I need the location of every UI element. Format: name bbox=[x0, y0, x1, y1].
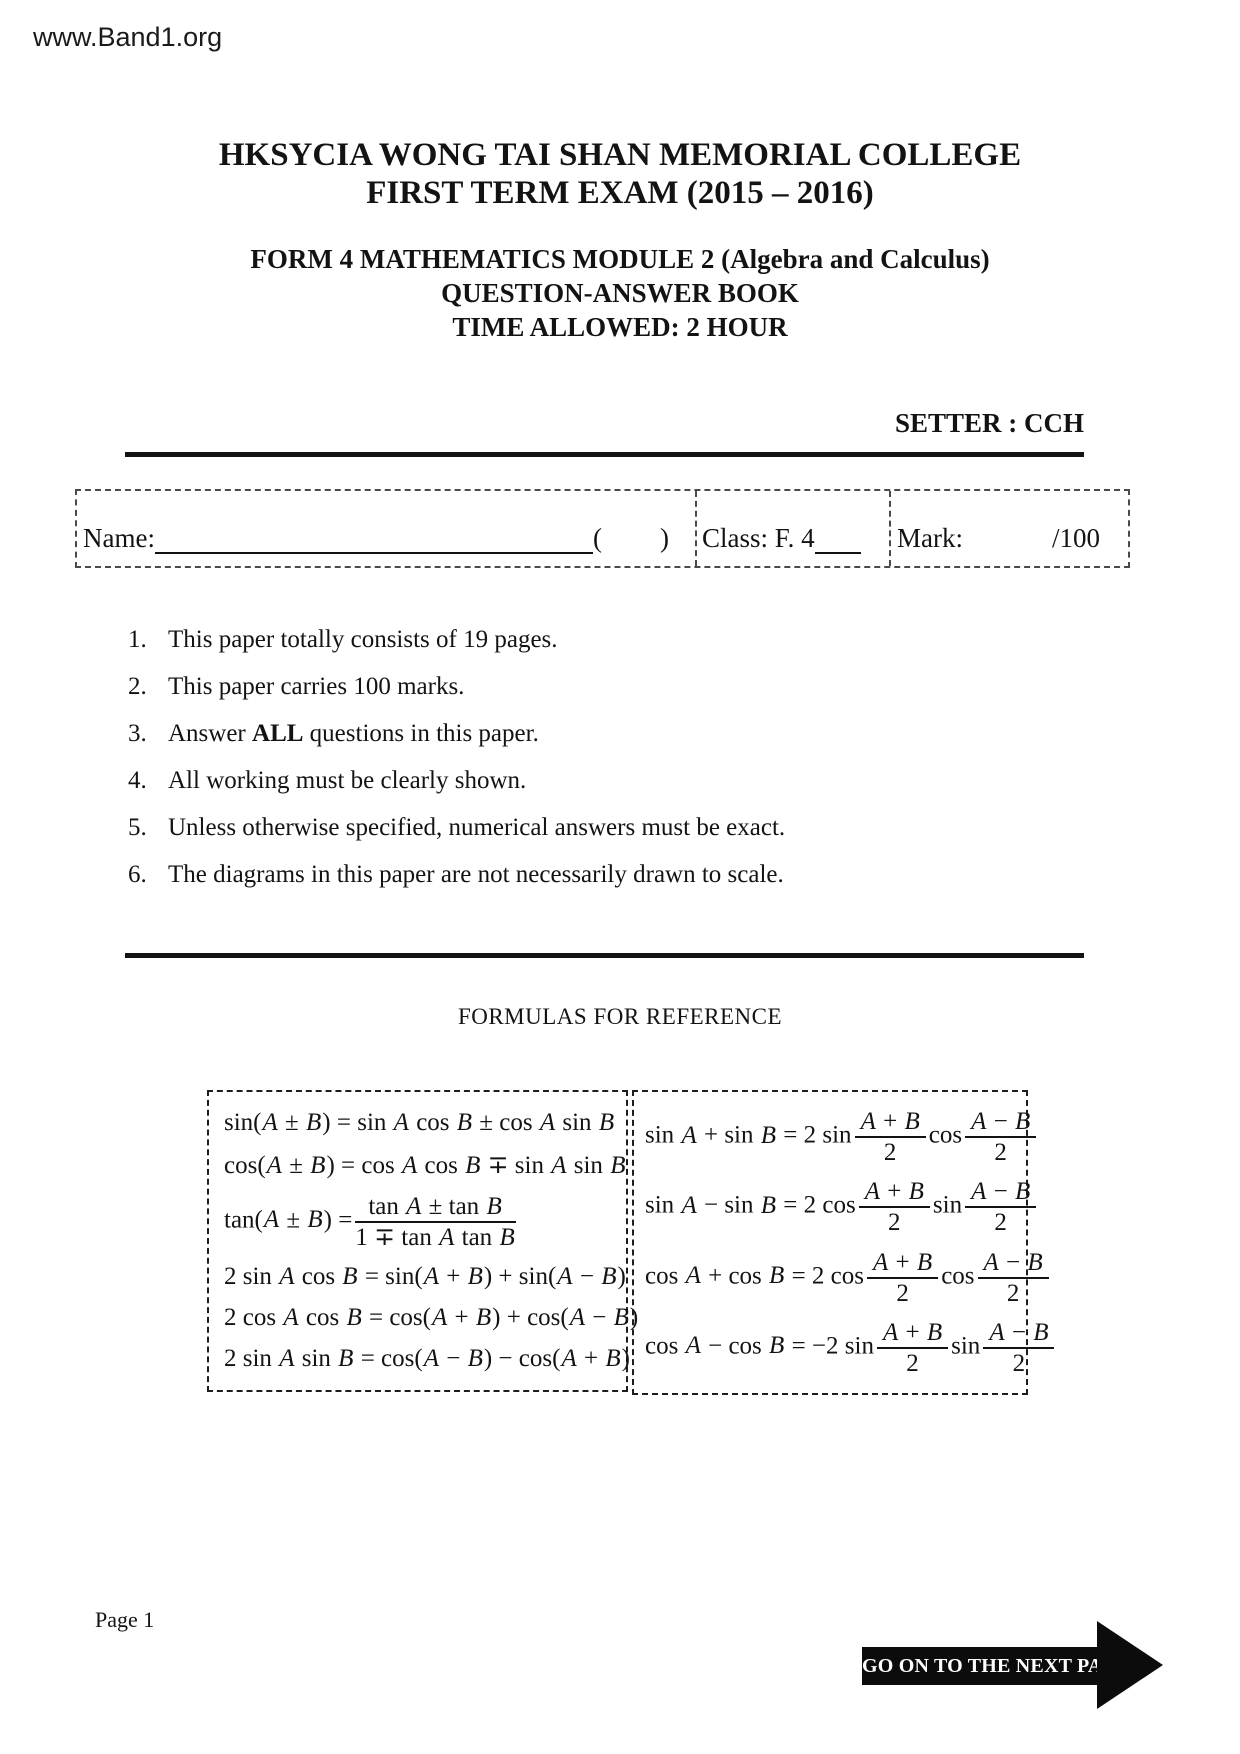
formula-sum-to-product-3: cos A + cos B = 2 cos $\frac{A + B}{2}$ cos $\frac{A - B}{2}$ bbox=[645, 1249, 1024, 1307]
instruction-text: All working must be clearly shown. bbox=[168, 767, 527, 794]
name-label: Name: bbox=[83, 523, 155, 553]
next-page-banner[interactable] bbox=[862, 1620, 1163, 1710]
formula-sum-to-product-2: sin A − sin B = 2 cos $\frac{A + B}{2}$ sin $\frac{A - B}{2}$ bbox=[645, 1178, 1024, 1236]
formula-sum-to-product-1: sin A + sin B = 2 sin $\frac{A + B}{2}$ cos $\frac{A - B}{2}$ bbox=[645, 1108, 1024, 1166]
formulas-box-right bbox=[632, 1090, 1049, 1395]
instruction-number: 6. bbox=[128, 861, 147, 888]
instruction-number: 5. bbox=[128, 814, 147, 841]
arrow-right-icon bbox=[1097, 1621, 1163, 1709]
instruction-item-6 bbox=[128, 862, 785, 888]
divider-line-top bbox=[125, 452, 1084, 457]
formulas-box-left bbox=[207, 1090, 639, 1392]
class-no-paren-open: ( bbox=[592, 523, 602, 553]
formula-product-to-sum-3: 2 sin A sin B = cos(A − B) − cos(A + B) bbox=[224, 1345, 630, 1373]
formula-sum-to-product-4: cos A − cos B = −2 sin $\frac{A + B}{2}$ sin $\frac{A - B}{2}$ bbox=[645, 1319, 1024, 1377]
site-watermark: www.Band1.org bbox=[33, 22, 223, 52]
formulas-title: FORMULAS FOR REFERENCE bbox=[457, 1004, 783, 1029]
instruction-number: 4. bbox=[128, 767, 147, 794]
instruction-number: 2. bbox=[128, 673, 147, 700]
page-number: Page 1 bbox=[95, 1607, 155, 1632]
formula-tan-sum: tan(A ± B) = $\frac{\text{tan A ± tan B}}{\text{1 ∓ tan A tan B}}$ bbox=[224, 1192, 515, 1251]
fraction: $\frac{A + B}{2}$ bbox=[855, 1108, 926, 1166]
paper-title: FORM 4 MATHEMATICS MODULE 2 (Algebra and Calculus) bbox=[250, 244, 990, 274]
name-cell bbox=[77, 491, 695, 566]
exam-title: FIRST TERM EXAM (2015 – 2016) bbox=[366, 175, 874, 211]
class-cell bbox=[695, 491, 891, 566]
instructions-list bbox=[128, 627, 785, 909]
setter-label: SETTER : CCH bbox=[894, 408, 1084, 438]
class-blank-line[interactable] bbox=[815, 522, 861, 554]
candidate-info-box bbox=[75, 489, 1130, 568]
instruction-item-3 bbox=[128, 721, 785, 747]
formula-sin-sum: sin(A ± B) = sin A cos B ± cos A sin B bbox=[224, 1108, 615, 1136]
instruction-item-2 bbox=[128, 674, 785, 700]
name-blank-line[interactable] bbox=[155, 522, 593, 554]
school-name: HKSYCIA WONG TAI SHAN MEMORIAL COLLEGE bbox=[218, 137, 1022, 173]
title-spacer bbox=[0, 212, 1240, 242]
book-title: QUESTION-ANSWER BOOK bbox=[441, 278, 799, 308]
instruction-text: This paper totally consists of 19 pages. bbox=[168, 626, 558, 653]
instruction-number: 1. bbox=[128, 626, 147, 653]
formula-cos-sum: cos(A ± B) = cos A cos B ∓ sin A sin B bbox=[224, 1151, 626, 1179]
fraction: $\frac{\text{tan A ± tan B}}{\text{1 ∓ tan A tan B}}$ bbox=[355, 1192, 515, 1251]
fraction: $\frac{A + B}{2}$ bbox=[859, 1178, 930, 1236]
divider-line-bottom bbox=[125, 953, 1084, 958]
class-label: Class: F. 4 bbox=[702, 523, 815, 553]
instruction-text: This paper carries 100 marks. bbox=[168, 673, 465, 700]
fraction: $\frac{A + B}{2}$ bbox=[877, 1319, 948, 1377]
instruction-text: Answer ALL questions in this paper. bbox=[168, 720, 539, 747]
time-allowed: TIME ALLOWED: 2 HOUR bbox=[452, 312, 788, 342]
instruction-item-4 bbox=[128, 768, 785, 794]
fraction: $\frac{A - B}{2}$ bbox=[965, 1178, 1036, 1236]
exam-header bbox=[0, 136, 1240, 344]
mark-cell bbox=[891, 491, 1128, 566]
instruction-text: Unless otherwise specified, numerical answers must be exact. bbox=[168, 814, 786, 841]
fraction: $\frac{A + B}{2}$ bbox=[867, 1249, 938, 1307]
formula-product-to-sum-1: 2 sin A cos B = sin(A + B) + sin(A − B) bbox=[224, 1263, 626, 1291]
instruction-item-1 bbox=[128, 627, 785, 653]
next-page-banner-label: GO ON TO THE NEXT PAGE bbox=[862, 1647, 1097, 1685]
instruction-item-5 bbox=[128, 815, 785, 841]
instruction-number: 3. bbox=[128, 720, 147, 747]
mark-label: Mark: bbox=[897, 523, 963, 553]
fraction: $\frac{A - B}{2}$ bbox=[965, 1108, 1036, 1166]
fraction: $\frac{A - B}{2}$ bbox=[978, 1249, 1049, 1307]
instruction-text: The diagrams in this paper are not necessarily drawn to scale. bbox=[168, 861, 784, 888]
fraction: $\frac{A - B}{2}$ bbox=[983, 1319, 1054, 1377]
mark-total: /100 bbox=[1051, 523, 1100, 553]
formula-product-to-sum-2: 2 cos A cos B = cos(A + B) + cos(A − B) bbox=[224, 1304, 639, 1332]
class-no-paren-close: ) bbox=[659, 523, 669, 553]
